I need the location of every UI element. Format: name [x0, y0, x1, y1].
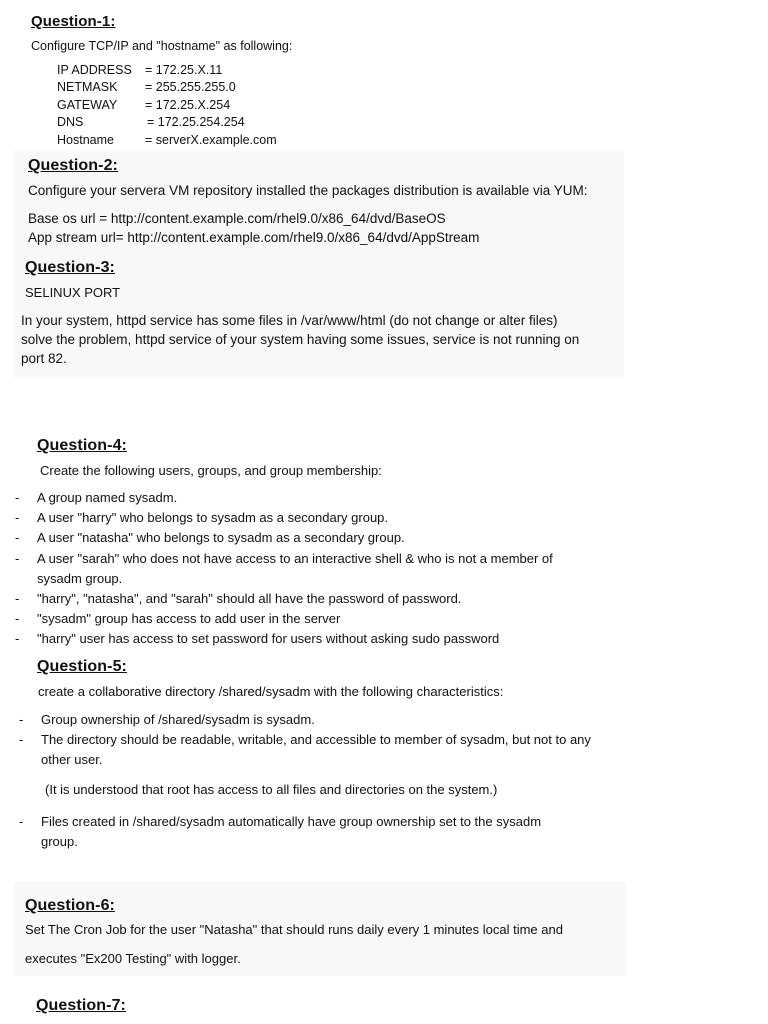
list-item	[15, 488, 553, 508]
question-2-intro: Configure your servera VM repository installed the packages distribution is available via YUM:	[28, 183, 588, 198]
setting-value: = 172.25.X.11	[145, 63, 223, 77]
app-stream-url: App stream url= http://content.example.com/rhel9.0/x86_64/dvd/AppStream	[28, 230, 480, 245]
list-item-text: A user "natasha" who belongs to sysadm as a secondary group.	[37, 530, 405, 546]
question-7-heading: Question-7:	[36, 997, 126, 1014]
list-item	[15, 528, 553, 548]
list-item-text: "sysadm" group has access to add user in the server	[37, 611, 341, 627]
question-5-heading: Question-5:	[37, 658, 127, 675]
list-item-text: Files created in /shared/sysadm automatically have group ownership set to the sysadm	[41, 814, 542, 829]
question-6-line: executes "Ex200 Testing" with logger.	[25, 951, 241, 966]
list-item	[15, 609, 553, 629]
question-3-subtitle: SELINUX PORT	[25, 285, 121, 300]
question-6-heading: Question-6:	[25, 897, 115, 914]
setting-key: DNS	[57, 115, 84, 130]
question-3-line: In your system, httpd service has some files in /var/www/html (do not change or alter files)	[21, 313, 558, 328]
setting-row	[57, 114, 277, 131]
list-item-text: A group named sysadm.	[37, 490, 178, 505]
question-3-line: solve the problem, httpd service of your system having some issues, service is not running on	[21, 332, 580, 347]
bullet-dash: -	[19, 712, 24, 727]
setting-value: = 255.255.255.0	[145, 80, 236, 95]
question-5-intro: create a collaborative directory /shared/sysadm with the following characteristics:	[38, 684, 504, 699]
list-item-text: "harry" user has access to set password for users without asking sudo password	[37, 631, 500, 647]
setting-key: GATEWAY	[57, 97, 118, 112]
bullet-dash: -	[15, 510, 20, 526]
list-item-text: A user "sarah" who does not have access to an interactive shell & who is not a member of	[37, 550, 553, 566]
list-item-continuation: other user.	[41, 752, 103, 768]
network-settings-table	[57, 62, 277, 149]
question-4-heading: Question-4:	[37, 437, 127, 454]
list-item	[15, 629, 553, 649]
question-5-note: (It is understood that root has access to all files and directories on the system.)	[45, 782, 498, 797]
setting-row	[57, 62, 277, 79]
setting-row	[57, 132, 277, 149]
list-item-text: A user "harry" who belongs to sysadm as a secondary group.	[37, 510, 389, 526]
setting-key: Hostname	[57, 132, 114, 147]
list-item	[15, 549, 553, 569]
bullet-dash: -	[15, 530, 20, 546]
question-4-intro: Create the following users, groups, and group membership:	[40, 463, 382, 478]
question-4-list	[15, 488, 553, 650]
list-item-continuation: sysadm group.	[37, 570, 123, 586]
list-item	[19, 812, 542, 832]
question-3-line: port 82.	[21, 351, 67, 366]
list-item-text: "harry", "natasha", and "sarah" should all have the password of password.	[37, 591, 462, 607]
list-item-text: Group ownership of /shared/sysadm is sysadm.	[41, 712, 315, 727]
setting-value: = 172.25.254.254	[147, 115, 245, 130]
question-3-heading: Question-3:	[25, 259, 115, 276]
bullet-dash: -	[15, 631, 20, 647]
question-5-list-cont	[19, 812, 542, 852]
setting-key: IP ADDRESS	[57, 63, 132, 77]
question-1-intro: Configure TCP/IP and "hostname" as following:	[31, 39, 293, 53]
setting-value: = 172.25.X.254	[145, 97, 231, 112]
bullet-dash: -	[15, 550, 20, 566]
list-item	[15, 589, 553, 609]
bullet-dash: -	[19, 732, 24, 748]
question-6-line: Set The Cron Job for the user "Natasha" that should runs daily every 1 minutes local time and	[25, 922, 563, 937]
setting-key: NETMASK	[57, 80, 118, 95]
question-2-heading: Question-2:	[28, 157, 118, 174]
bullet-dash: -	[15, 591, 20, 607]
list-item	[19, 730, 591, 750]
bullet-dash: -	[15, 611, 20, 627]
list-item	[19, 710, 591, 730]
question-5-list	[19, 710, 591, 771]
list-item-continuation: group.	[41, 834, 78, 850]
list-item-text: The directory should be readable, writable, and accessible to member of sysadm, but not to any	[41, 732, 591, 748]
setting-value: = serverX.example.com	[145, 132, 277, 147]
setting-row	[57, 79, 277, 96]
bullet-dash: -	[15, 490, 20, 505]
bullet-dash: -	[19, 814, 24, 829]
base-os-url: Base os url = http://content.example.com/rhel9.0/x86_64/dvd/BaseOS	[28, 211, 446, 226]
list-item	[15, 508, 553, 528]
question-1-heading: Question-1:	[31, 13, 116, 30]
setting-row	[57, 97, 277, 114]
